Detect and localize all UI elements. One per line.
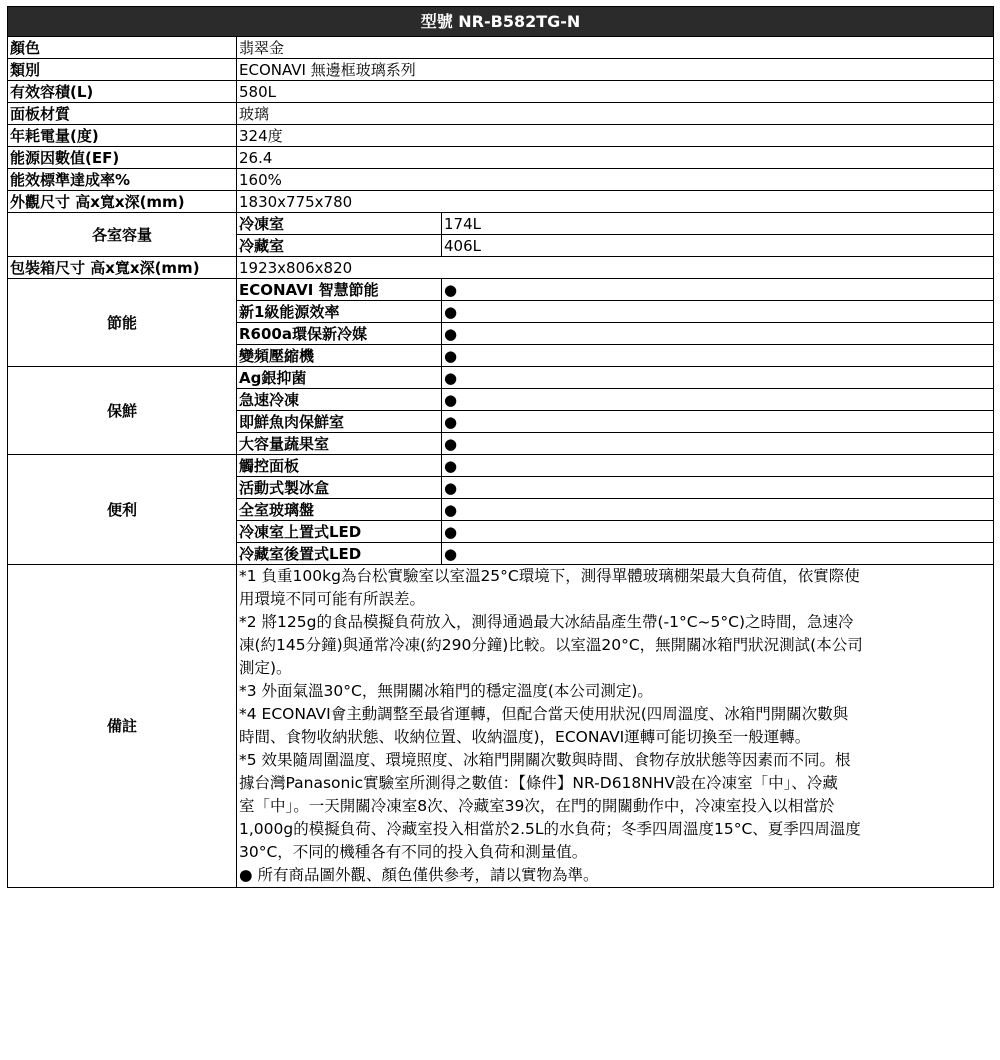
- feature-name: 新1級能源效率: [237, 301, 442, 323]
- spec-label: 能源因數值(EF): [8, 147, 237, 169]
- spec-value: 160%: [237, 169, 994, 191]
- feature-row: [8, 367, 994, 389]
- spec-value: 324度: [237, 125, 994, 147]
- feature-mark: ●: [442, 477, 994, 499]
- feature-mark: ●: [442, 455, 994, 477]
- spec-value: 580L: [237, 81, 994, 103]
- note-line: *3 外面氣溫30°C，無開關冰箱門的穩定溫度(本公司測定)。: [239, 682, 653, 700]
- capacity-row: [8, 213, 994, 235]
- feature-group-label: 節能: [8, 279, 237, 367]
- spec-value: 翡翠金: [237, 37, 994, 59]
- spec-table: [7, 6, 994, 888]
- notes-label: 備註: [8, 565, 237, 888]
- notes-content: [237, 565, 994, 888]
- note-line: 1,000g的模擬負荷、冷藏室投入相當於2.5L的水負荷；冬季四周溫度15°C、夏季四周溫度: [239, 820, 861, 838]
- spec-label: 有效容積(L): [8, 81, 237, 103]
- feature-name: 變頻壓縮機: [237, 345, 442, 367]
- notes-row: [8, 565, 994, 888]
- spec-row: [8, 125, 994, 147]
- feature-group-label: 便利: [8, 455, 237, 565]
- spec-label: 面板材質: [8, 103, 237, 125]
- note-line: *4 ECONAVI會主動調整至最省運轉，但配合當天使用狀況(四周溫度、冰箱門開關次數與: [239, 705, 849, 723]
- spec-label: 能效標準達成率%: [8, 169, 237, 191]
- feature-row: [8, 279, 994, 301]
- spec-row: [8, 169, 994, 191]
- note-line: 據台灣Panasonic實驗室所測得之數值：【條件】NR-D618NHV設在冷凍室「中」、冷藏: [239, 774, 838, 792]
- feature-name: Ag銀抑菌: [237, 367, 442, 389]
- spec-label: 年耗電量(度): [8, 125, 237, 147]
- feature-name: 即鮮魚肉保鮮室: [237, 411, 442, 433]
- feature-mark: ●: [442, 367, 994, 389]
- note-line: 時間、食物收納狀態、收納位置、收納溫度)，ECONAVI運轉可能切換至一般運轉。: [239, 728, 811, 746]
- feature-mark: ●: [442, 279, 994, 301]
- feature-mark: ●: [442, 345, 994, 367]
- spec-value: 玻璃: [237, 103, 994, 125]
- feature-name: 急速冷凍: [237, 389, 442, 411]
- note-line: *5 效果隨周圍溫度、環境照度、冰箱門開關次數與時間、食物存放狀態等因素而不同。根: [239, 751, 851, 769]
- spec-row: [8, 81, 994, 103]
- spec-row: [8, 37, 994, 59]
- note-line: *1 負重100kg為台松實驗室以室溫25°C環境下，測得單體玻璃棚架最大負荷值，依實際使: [239, 567, 860, 585]
- spec-row: [8, 59, 994, 81]
- compartment-name: 冷藏室: [237, 235, 442, 257]
- feature-rows: [8, 279, 994, 565]
- compartment-volume: 406L: [442, 235, 994, 257]
- note-line: 測定)。: [239, 659, 292, 677]
- model-header: 型號 NR-B582TG-N: [8, 7, 994, 37]
- feature-row: [8, 455, 994, 477]
- spec-rows: [8, 37, 994, 213]
- feature-mark: ●: [442, 323, 994, 345]
- feature-mark: ●: [442, 301, 994, 323]
- spec-label: 類別: [8, 59, 237, 81]
- feature-mark: ●: [442, 411, 994, 433]
- feature-name: 大容量蔬果室: [237, 433, 442, 455]
- feature-mark: ●: [442, 389, 994, 411]
- spec-row: [8, 103, 994, 125]
- spec-value: 1830x775x780: [237, 191, 994, 213]
- note-line: 凍(約145分鐘)與通常冷凍(約290分鐘)比較。以室溫20°C，無開關冰箱門狀況測試(本公司: [239, 636, 863, 654]
- package-row: [8, 257, 994, 279]
- feature-group-label: 保鮮: [8, 367, 237, 455]
- spec-value: 26.4: [237, 147, 994, 169]
- note-line: 用環境不同可能有所誤差。: [239, 590, 426, 608]
- note-line: 室「中」。一天開關冷凍室8次、冷藏室39次，在門的開關動作中，冷凍室投入以相當於: [239, 797, 835, 815]
- spec-row: [8, 191, 994, 213]
- spec-label: 顏色: [8, 37, 237, 59]
- note-line: *2 將125g的食品模擬負荷放入，測得通過最大冰結晶產生帶(-1°C~5°C)之時間，急速冷: [239, 613, 854, 631]
- feature-mark: ●: [442, 499, 994, 521]
- spec-row: [8, 147, 994, 169]
- feature-name: 冷凍室上置式LED: [237, 521, 442, 543]
- note-line: 30°C，不同的機種各有不同的投入負荷和測量值。: [239, 843, 588, 861]
- compartment-name: 冷凍室: [237, 213, 442, 235]
- feature-name: 觸控面板: [237, 455, 442, 477]
- feature-name: 冷藏室後置式LED: [237, 543, 442, 565]
- feature-name: 活動式製冰盒: [237, 477, 442, 499]
- feature-name: 全室玻璃盤: [237, 499, 442, 521]
- compartment-volume: 174L: [442, 213, 994, 235]
- spec-label: 外觀尺寸 高x寬x深(mm): [8, 191, 237, 213]
- spec-value: ECONAVI 無邊框玻璃系列: [237, 59, 994, 81]
- note-line: ● 所有商品圖外觀、顏色僅供參考，請以實物為準。: [239, 866, 599, 884]
- package-value: 1923x806x820: [237, 257, 994, 279]
- package-label: 包裝箱尺寸 高x寬x深(mm): [8, 257, 237, 279]
- capacity-label: 各室容量: [8, 213, 237, 257]
- feature-name: ECONAVI 智慧節能: [237, 279, 442, 301]
- capacity-rows: [8, 213, 994, 257]
- feature-mark: ●: [442, 543, 994, 565]
- feature-mark: ●: [442, 521, 994, 543]
- feature-mark: ●: [442, 433, 994, 455]
- feature-name: R600a環保新冷媒: [237, 323, 442, 345]
